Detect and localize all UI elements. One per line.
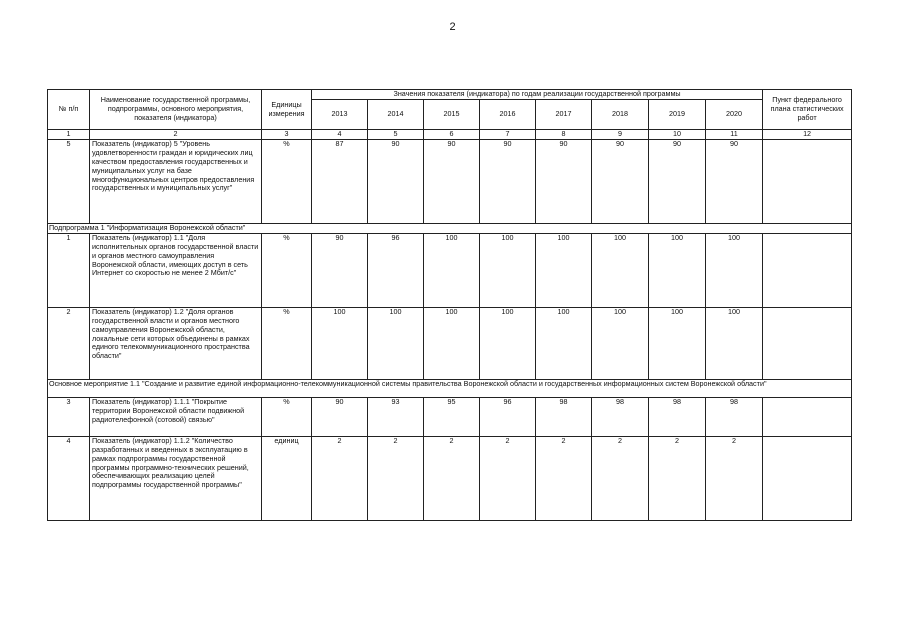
- value-cell: 100: [592, 233, 649, 307]
- column-number: 4: [312, 130, 368, 140]
- column-number: 7: [480, 130, 536, 140]
- header-year: 2019: [649, 100, 706, 130]
- header-fed-point: Пункт федерального плана статистических работ: [763, 90, 852, 130]
- value-cell: 90: [312, 397, 368, 436]
- column-number: 10: [649, 130, 706, 140]
- value-cell: 2: [649, 436, 706, 520]
- value-cell: 100: [424, 233, 480, 307]
- table-row: [48, 233, 852, 307]
- value-cell: 100: [480, 307, 536, 379]
- value-cell: 100: [706, 307, 763, 379]
- value-cell: 95: [424, 397, 480, 436]
- row-num: 3: [48, 397, 90, 436]
- value-cell: 100: [706, 233, 763, 307]
- value-cell: 90: [592, 139, 649, 223]
- column-number: 1: [48, 130, 90, 140]
- fed-point-cell: [763, 307, 852, 379]
- value-cell: 90: [424, 139, 480, 223]
- value-cell: 98: [592, 397, 649, 436]
- header-num: № п/п: [48, 90, 90, 130]
- indicator-name: Показатель (индикатор) 1.1.1 "Покрытие территории Воронежской области подвижной радиотелефонной (сотовой) связью": [90, 397, 262, 436]
- column-number: 8: [536, 130, 592, 140]
- row-num: 1: [48, 233, 90, 307]
- value-cell: 96: [480, 397, 536, 436]
- value-cell: 100: [649, 233, 706, 307]
- indicator-name: Показатель (индикатор) 1.2 "Доля органов государственной власти и органов местного самоуправления Воронежской области, локальные сети которых объединены в рамках единого телекоммуникационного пространства области": [90, 307, 262, 379]
- row-num: 4: [48, 436, 90, 520]
- indicator-table: [47, 89, 852, 521]
- row-num: 2: [48, 307, 90, 379]
- value-cell: 2: [368, 436, 424, 520]
- header-year: 2014: [368, 100, 424, 130]
- indicator-name: Показатель (индикатор) 5 "Уровень удовлетворенности граждан и юридических лиц качеством предоставления государственных и муниципальных услуг на базе многофункциональных центров предоставления государственных и муниципальных услуг": [90, 139, 262, 223]
- unit-cell: %: [262, 233, 312, 307]
- header-year: 2013: [312, 100, 368, 130]
- table-row: [48, 397, 852, 436]
- fed-point-cell: [763, 139, 852, 223]
- column-number: 12: [763, 130, 852, 140]
- fed-point-cell: [763, 233, 852, 307]
- header-year: 2015: [424, 100, 480, 130]
- column-number: 9: [592, 130, 649, 140]
- header-name: Наименование государственной программы, подпрограммы, основного мероприятия, показателя (индикатора): [90, 90, 262, 130]
- row-num: 5: [48, 139, 90, 223]
- value-cell: 2: [536, 436, 592, 520]
- table-row: [48, 307, 852, 379]
- value-cell: 100: [592, 307, 649, 379]
- column-number: 6: [424, 130, 480, 140]
- value-cell: 2: [312, 436, 368, 520]
- header-unit: Единицы измерения: [262, 90, 312, 130]
- table-row: [48, 139, 852, 223]
- value-cell: 98: [536, 397, 592, 436]
- unit-cell: %: [262, 307, 312, 379]
- value-cell: 2: [480, 436, 536, 520]
- column-number: 11: [706, 130, 763, 140]
- value-cell: 100: [480, 233, 536, 307]
- value-cell: 90: [480, 139, 536, 223]
- table-row: [48, 436, 852, 520]
- value-cell: 100: [649, 307, 706, 379]
- main-activity-heading: Основное мероприятие 1.1 "Создание и развитие единой информационно-телекоммуникационной системы правительства Воронежской области и государственных информационных систем Воронежской области": [48, 379, 852, 397]
- header-year: 2017: [536, 100, 592, 130]
- unit-cell: единиц: [262, 436, 312, 520]
- header-values-title: Значения показателя (индикатора) по годам реализации государственной программы: [312, 90, 763, 100]
- value-cell: 93: [368, 397, 424, 436]
- value-cell: 100: [312, 307, 368, 379]
- value-cell: 90: [649, 139, 706, 223]
- header-year: 2016: [480, 100, 536, 130]
- fed-point-cell: [763, 436, 852, 520]
- value-cell: 2: [592, 436, 649, 520]
- value-cell: 87: [312, 139, 368, 223]
- value-cell: 90: [536, 139, 592, 223]
- unit-cell: %: [262, 139, 312, 223]
- value-cell: 90: [706, 139, 763, 223]
- indicator-name: Показатель (индикатор) 1.1.2 "Количество разработанных и введенных в эксплуатацию в рамках подпрограммы государственной программы программно-технических решений, обеспечивающих реализацию целей подпрограммы государственной программы": [90, 436, 262, 520]
- subprogram-heading: Подпрограмма 1 "Информатизация Воронежской области": [48, 223, 852, 233]
- value-cell: 90: [312, 233, 368, 307]
- fed-point-cell: [763, 397, 852, 436]
- value-cell: 2: [424, 436, 480, 520]
- value-cell: 100: [368, 307, 424, 379]
- column-number: 2: [90, 130, 262, 140]
- value-cell: 100: [536, 307, 592, 379]
- value-cell: 100: [424, 307, 480, 379]
- header-year: 2018: [592, 100, 649, 130]
- unit-cell: %: [262, 397, 312, 436]
- value-cell: 2: [706, 436, 763, 520]
- column-number: 3: [262, 130, 312, 140]
- header-year: 2020: [706, 100, 763, 130]
- column-number: 5: [368, 130, 424, 140]
- page-number: 2: [449, 21, 456, 33]
- value-cell: 96: [368, 233, 424, 307]
- value-cell: 98: [649, 397, 706, 436]
- value-cell: 90: [368, 139, 424, 223]
- indicator-name: Показатель (индикатор) 1.1 "Доля исполнительных органов государственной власти и органов местного самоуправления Воронежской области, имеющих доступ в сеть Интернет со скоростью не менее 2 Мбит/с": [90, 233, 262, 307]
- value-cell: 100: [536, 233, 592, 307]
- value-cell: 98: [706, 397, 763, 436]
